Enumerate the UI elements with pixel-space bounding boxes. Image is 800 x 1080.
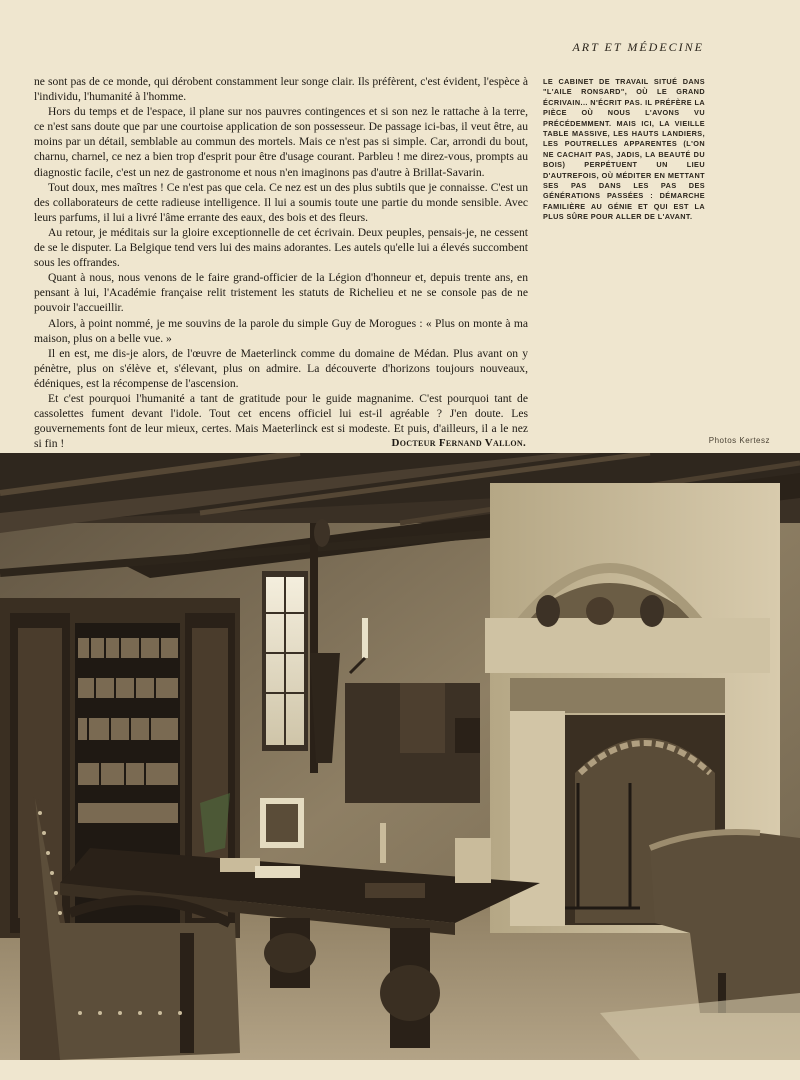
author-name: Docteur Fernand Vallon. bbox=[391, 437, 526, 450]
article-body bbox=[34, 74, 528, 451]
article-paragraph: Hors du temps et de l'espace, il plane sur nos pauvres contingences et si son nez le rattache à la terre, ce n'est sans doute que par une courtoise application de son possesseur. De passage ici-bas, il veut être, au moins par un détail, semblable au commun des mortels. Mais ce n'est pas si simple. Car, arrondi du bout, charnu, charnel, ce nez a bien trop d'esprit pour être d'usage courant. Parbleu ! me direz-vous, prompts au diagnostic facile, c'est un nez de gastronome et nous n'en imaginons pas d'autre à Brillat-Savarin. bbox=[34, 105, 528, 179]
photo-caption: LE CABINET DE TRAVAIL SITUÉ DANS "L'AILE RONSARD", OÙ LE GRAND ÉCRIVAIN... N'ÉCRIT PAS. IL PRÉFÈRE LA PIÈCE OÙ NOUS L'AVONS VU PRÉCÉDEMMENT. MAIS ICI, LA VIEILLE TABLE MASSIVE, LES HAUTS LANDIERS, LES POUTRELLES APPARENTES (L'ON NE CACHAIT PAS, JADIS, LA BEAUTÉ DU BOIS) PERPÉTUENT UN LIEU D'AUTREFOIS, OÙ MÉDITER EN METTANT SES PAS DANS LES PAS DES GÉNÉRATIONS PASSÉES : DÉMARCHE FAMILIÈRE AU GÉNIE ET QUI EST LA PLUS SÛRE POUR ALLER DE L'AVANT. bbox=[543, 77, 705, 222]
photo-credit: Photos Kertesz bbox=[708, 436, 770, 445]
study-room-illustration bbox=[0, 453, 800, 1060]
section-header: ART ET MÉDECINE bbox=[572, 40, 704, 54]
author-signature bbox=[34, 436, 528, 451]
article-paragraph: Alors, à point nommé, je me souvins de la parole du simple Guy de Morogues : « Plus on monte à ma maison, plus on a belle vue. » bbox=[34, 316, 528, 345]
article-paragraph: Il en est, me dis-je alors, de l'œuvre de Maeterlinck comme du domaine de Médan. Plus avant on y pénètre, plus on s'élève et, s'élevant, plus on admire. La découverte d'horizons toujours nouveaux, édéniques, est la récompense de l'ascension. bbox=[34, 346, 528, 390]
article-paragraph: ne sont pas de ce monde, qui dérobent constamment leur songe clair. Ils préfèrent, c'est évident, l'espèce à l'individu, l'humanité à l'homme. bbox=[34, 75, 528, 104]
article-paragraph: Quant à nous, nous venons de le faire grand-officier de la Légion d'honneur et, depuis trente ans, en pensant à lui, l'Académie française relit tristement les statuts de Richelieu et ne se console pas de ne pouvoir l'accueillir. bbox=[34, 271, 528, 315]
study-room-photograph bbox=[0, 453, 800, 1060]
article-paragraph: Tout doux, mes maîtres ! Ce n'est pas que cela. Ce nez est un des plus subtils que je connaisse. C'est un des collaborateurs de cette radieuse intelligence. Il lui a soumis toute une partie du monde sensible. Avec leurs parfums, il lui a livré l'âme errante des eaux, des bois et des fleurs. bbox=[34, 180, 528, 224]
article-paragraph: Et c'est pourquoi l'humanité a tant de gratitude pour le guide magnanime. C'est pourquoi tant de cassolettes fument devant l'idole. Tout cet encens officiel lui est-il agréable ? J'en doute. Les gouvernements font de leur mieux, certes. Mais Maeterlinck est si modeste. Et puis, d'ailleurs, il a le nez si fin ! bbox=[34, 391, 528, 451]
picture-frame-icon bbox=[455, 718, 480, 753]
article-paragraph: Au retour, je méditais sur la gloire exceptionnelle de cet écrivain. Deux peuples, pensais-je, ne cessent de se le disputer. La Belgique tend vers lui des mains adorantes. Les autels qu'elle lui a élevés succombent sous les offrandes. bbox=[34, 225, 528, 270]
window bbox=[262, 571, 308, 751]
